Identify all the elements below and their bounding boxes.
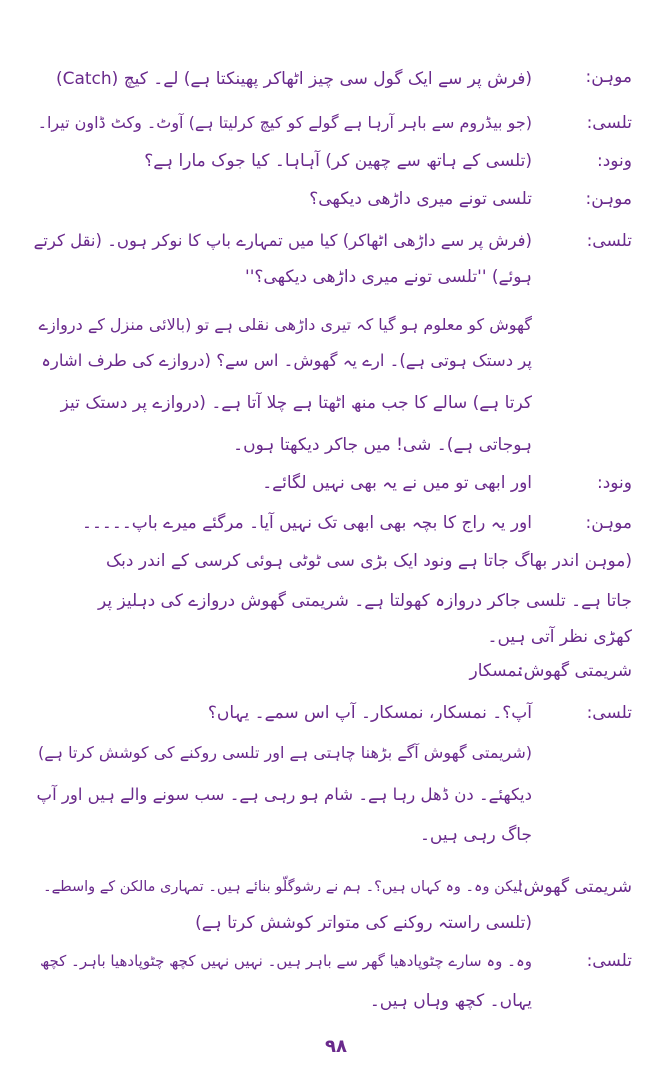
dialogue-line: پر دستک ہوتی ہے)۔ ارے یہ گھوش۔ اس سے؟ (دروازے کی طرف اشارہ — [41, 351, 532, 370]
speaker-label: ونود: — [596, 473, 632, 493]
dialogue-line: (فرش پر سے داڑھی اٹھاکر) کیا میں تمہارے باپ کا نوکر ہوں۔ (نقل کرتے — [33, 231, 532, 250]
dialogue-line: ہوجاتی ہے)۔ شی! میں جاکر دیکھتا ہوں۔ — [233, 435, 532, 455]
dialogue-line: کھڑی نظر آتی ہیں۔ — [487, 627, 632, 647]
dialogue-line: نمسکار — [469, 661, 522, 681]
dialogue-line: دیکھئے۔ دن ڈھل رہا ہے۔ شام ہو رہی ہے۔ سب سونے والے ہیں اور آپ — [36, 785, 532, 804]
speaker-label: تلسی: — [586, 231, 632, 251]
speaker-label: ونود: — [596, 151, 632, 171]
dialogue-line: اور ابھی تو میں نے یہ بھی نہیں لگائے۔ — [262, 473, 532, 493]
speaker-label: تلسی: — [586, 113, 632, 133]
dialogue-line: (تلسی راستہ روکنے کی متواتر کوشش کرتا ہے) — [195, 913, 532, 933]
dialogue-line: یہاں۔ کچھ وہاں ہیں۔ — [369, 991, 532, 1011]
dialogue-line: جاگ رہی ہیں۔ — [419, 825, 532, 845]
dialogue-line: وہ۔ وہ سارے چٹوپادھیا گھر سے باہر ہیں۔ نہیں نہیں کچھ چٹوپادھیا باہر۔ کچھ — [39, 952, 532, 970]
speaker-label: موہن: — [585, 189, 632, 209]
dialogue-line: (تلسی کے ہاتھ سے چھین کر) آہاہا۔ کیا جوک مارا ہے؟ — [144, 151, 532, 171]
dialogue-line: (شریمتی گھوش آگے بڑھنا چاہتی ہے اور تلسی روکنے کی کوشش کرتا ہے) — [37, 743, 532, 762]
speaker-label: شریمتی گھوش: — [517, 661, 632, 681]
speaker-label: تلسی: — [586, 703, 632, 723]
dialogue-line: تلسی تونے میری داڑھی دیکھی؟ — [309, 189, 532, 209]
dialogue-line: (جو بیڈروم سے باہر آرہا ہے گولے کو کیچ کرلیتا ہے) آوٹ۔ وکٹ ڈاون تیرا۔ — [37, 113, 532, 132]
dialogue-line: کرتا ہے) سالے کا جب منھ اٹھتا ہے چلا آتا ہے۔ (دروازے پر دستک تیز — [60, 393, 532, 413]
dialogue-line: (موہن اندر بھاگ جاتا ہے ونود ایک بڑی سی ٹوٹی ہوئی کرسی کے اندر دبک — [105, 551, 632, 571]
dialogue-line: گھوش کو معلوم ہو گیا کہ تیری داڑھی نقلی ہے تو (بالائی منزل کے دروازے — [38, 315, 532, 334]
speaker-label: تلسی: — [586, 951, 632, 971]
dialogue-line: لیکن وہ۔ وہ کہاں ہیں؟۔ ہم نے رشوگلّو بنائے ہیں۔ تمہاری مالکن کے واسطے۔ — [43, 879, 522, 895]
dialogue-line: اور یہ راج کا بچہ بھی ابھی تک نہیں آیا۔ مرگئے میرے باپ۔۔۔۔۔ — [82, 513, 532, 533]
dialogue-line: (فرش پر سے ایک گول سی چیز اٹھاکر پھینکتا ہے) لے۔ کیچ (Catch) — [55, 69, 532, 89]
dialogue-line: آپ؟۔ نمسکار، نمسکار۔ آپ اس سمے۔ یہاں؟ — [207, 703, 532, 723]
dialogue-line: ہوئے) ''تلسی تونے میری داڑھی دیکھی؟'' — [245, 267, 532, 287]
speaker-label: موہن: — [585, 513, 632, 533]
speaker-label: موہن: — [585, 67, 632, 87]
speaker-label: شریمتی گھوش: — [517, 877, 632, 897]
page-number: ۹۸ — [325, 1036, 347, 1057]
dialogue-line: جاتا ہے۔ تلسی جاکر دروازہ کھولتا ہے۔ شریمتی گھوش دروازے کی دہلیز پر — [97, 591, 632, 611]
